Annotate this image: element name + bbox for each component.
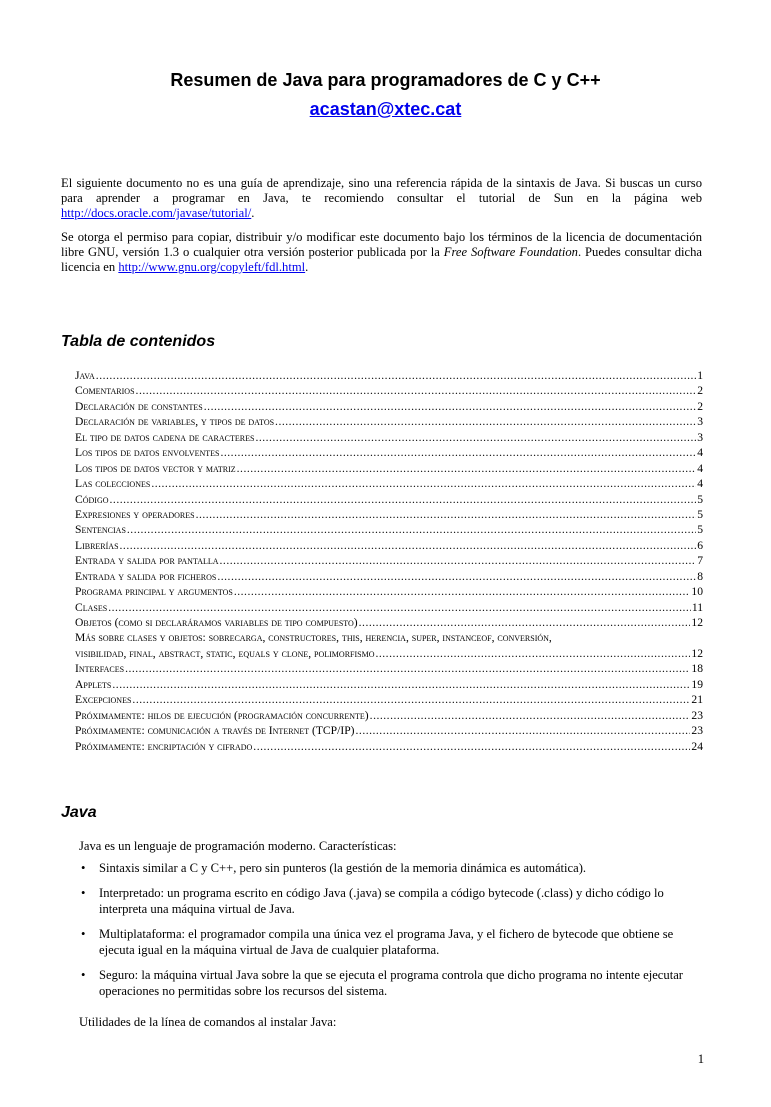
- toc-entry-title: Librerías: [75, 538, 119, 552]
- toc-entry-page: 2: [697, 399, 703, 413]
- intro-1-end: .: [251, 206, 255, 220]
- toc-entry-page: 19: [691, 677, 703, 691]
- toc-entry-title: Java: [75, 369, 95, 382]
- page-number: 1: [697, 1052, 704, 1066]
- toc-entry-page: 4: [697, 477, 703, 491]
- license-link[interactable]: http://www.gnu.org/copyleft/fdl.html: [118, 260, 306, 274]
- toc-entry-line[interactable]: Más sobre clases y objetos: sobrecarga, constructores, this, herencia, super, instanceof, conversión,: [75, 631, 552, 645]
- toc-dot-leader: [253, 739, 690, 754]
- toc-entry-title: Los tipos de datos envolventes: [75, 446, 220, 460]
- toc-entry-page: 7: [697, 554, 703, 568]
- toc-dot-leader: [234, 584, 691, 599]
- bullet-icon: •: [81, 927, 86, 941]
- toc-entry[interactable]: [75, 445, 703, 460]
- toc-entry-title: Applets: [75, 677, 112, 691]
- toc-entry-title: Los tipos de datos vector y matriz: [75, 461, 236, 475]
- toc-entry-title: Próximamente: encriptación y cifrado: [75, 739, 253, 753]
- toc-entry-title: Expresiones y operadores: [75, 507, 195, 521]
- intro-2-mid: . Puedes consultar dicha licencia en: [61, 245, 702, 274]
- toc-dot-leader: [275, 414, 696, 429]
- author-email: [0, 99, 771, 120]
- toc-entry[interactable]: [75, 615, 703, 630]
- bullet-icon: •: [81, 968, 86, 982]
- toc-entry-page: 1: [697, 369, 703, 382]
- toc-dot-leader: [237, 461, 697, 476]
- toc-entry-page: 18: [691, 662, 703, 676]
- toc-heading: Tabla de contenidos: [61, 333, 216, 350]
- toc-entry-title: Interfaces: [75, 662, 125, 676]
- toc-entry-title: Entrada y salida por pantalla: [75, 554, 219, 568]
- list-item-text: Interpretado: un programa escrito en código Java (.java) se compila a código bytecode (.class) y dicho código lo interpreta una máquina virtual de Java.: [99, 886, 664, 916]
- toc-entry-page: 8: [697, 569, 703, 583]
- toc-entry-page: 2: [697, 384, 703, 398]
- intro-paragraph-1: [61, 176, 702, 221]
- toc-dot-leader: [220, 553, 697, 568]
- intro-paragraph-2: [61, 230, 702, 275]
- toc-entry[interactable]: [75, 414, 703, 429]
- toc-entry-title: Entrada y salida por ficheros: [75, 569, 217, 583]
- toc-entry-page: 23: [691, 708, 703, 722]
- toc-entry-page: 21: [691, 693, 703, 707]
- toc-entry[interactable]: [75, 368, 703, 383]
- toc-dot-leader: [110, 492, 697, 507]
- list-item: [79, 967, 699, 999]
- toc-entry[interactable]: [75, 708, 703, 723]
- toc-entry-title: Declaración de constantes: [75, 399, 203, 413]
- toc-entry-title: Sentencias: [75, 523, 126, 537]
- toc-dot-leader: [108, 600, 691, 615]
- intro-2-end: .: [305, 260, 309, 274]
- toc-entry-title: Programa principal y argumentos: [75, 585, 233, 599]
- list-item-text: Multiplataforma: el programador compila una única vez el programa Java, y el fichero de bytecode que obtiene se ejecuta igual en la máquina virtual de Java de cualquier plataforma.: [99, 927, 674, 957]
- toc-entry[interactable]: [75, 646, 703, 661]
- toc-entry[interactable]: [75, 492, 703, 507]
- toc-entry-page: 3: [697, 430, 703, 444]
- toc-entry-page: 5: [697, 507, 703, 521]
- toc-entry[interactable]: [75, 569, 703, 584]
- toc-entry[interactable]: [75, 399, 703, 414]
- toc-entry-page: 23: [691, 724, 703, 738]
- toc-dot-leader: [196, 507, 697, 522]
- document-title: Resumen de Java para programadores de C y C++: [170, 70, 601, 90]
- java-features-list: [79, 860, 699, 1008]
- toc-dot-leader: [356, 723, 691, 738]
- toc-entry-title: Las colecciones: [75, 477, 151, 491]
- toc-dot-leader: [255, 430, 696, 445]
- toc-dot-leader: [370, 708, 691, 723]
- toc-dot-leader: [220, 445, 696, 460]
- toc-entry-title: visibilidad, final, abstract, static, equals y clone, polimorfismo: [75, 646, 375, 660]
- toc-dot-leader: [136, 383, 697, 398]
- toc-entry[interactable]: [75, 677, 703, 692]
- toc-entry[interactable]: [75, 692, 703, 707]
- toc-entry[interactable]: [75, 553, 703, 568]
- toc-entry-page: 4: [697, 461, 703, 475]
- toc-dot-leader: [132, 692, 690, 707]
- toc-entry-page: 6: [697, 538, 703, 552]
- toc-entry-page: 12: [691, 616, 703, 629]
- toc-dot-leader: [151, 476, 696, 491]
- toc-dot-leader: [112, 677, 690, 692]
- toc-dot-leader: [204, 399, 696, 414]
- bullet-icon: •: [81, 886, 86, 900]
- toc-entry-page: 4: [697, 446, 703, 460]
- toc-entry-title: Objetos (como si declaráramos variables de tipo compuesto): [75, 616, 358, 629]
- toc-entry[interactable]: [75, 600, 703, 615]
- toc-entry[interactable]: [75, 522, 703, 537]
- toc-entry-page: 5: [697, 492, 703, 506]
- toc-entry-page: 10: [691, 585, 703, 599]
- toc-dot-leader: [120, 538, 697, 553]
- bullet-icon: •: [81, 861, 86, 875]
- toc-entry-page: 12: [691, 646, 703, 660]
- toc-entry[interactable]: [75, 430, 703, 445]
- toc-entry[interactable]: [75, 661, 703, 676]
- toc-entry[interactable]: [75, 461, 703, 476]
- toc-entry[interactable]: [75, 739, 703, 754]
- toc-dot-leader: [217, 569, 696, 584]
- toc-entry-title: Código: [75, 492, 109, 506]
- toc-entry[interactable]: [75, 538, 703, 553]
- toc-entry-title: Declaración de variables, y tipos de datos: [75, 415, 275, 429]
- java-section-heading: Java: [61, 804, 97, 821]
- toc-entry-title: Excepciones: [75, 693, 132, 707]
- toc-entry[interactable]: [75, 476, 703, 491]
- toc-entry-page: 3: [697, 415, 703, 429]
- toc-dot-leader: [375, 646, 690, 661]
- toc-entry-page: 5: [697, 523, 703, 537]
- toc-entry[interactable]: [75, 507, 703, 522]
- toc-entry[interactable]: [75, 723, 703, 738]
- toc-dot-leader: [359, 615, 691, 630]
- table-of-contents: [75, 368, 703, 754]
- intro-2-em: Free Software Foundation: [443, 245, 578, 259]
- intro-1-text: El siguiente documento no es una guía de aprendizaje, sino una referencia rápida de la sintaxis de Java. Si buscas un curso para aprender a programar en Java, te recomiendo consultar el tutorial de Sun en la página web: [61, 176, 702, 205]
- toc-entry-title: Próximamente: comunicación a través de Internet (TCP/IP): [75, 724, 355, 738]
- toc-dot-leader: [127, 522, 696, 537]
- toc-entry[interactable]: [75, 584, 703, 599]
- java-intro-text: Java es un lenguaje de programación moderno. Características:: [79, 839, 397, 853]
- toc-entry-page: 24: [691, 739, 703, 753]
- intro-2-text: Se otorga el permiso para copiar, distribuir y/o modificar este documento bajo los términos de la licencia de documentación libre GNU, versión 1.3 o cualquier otra versión posterior publicada por la: [61, 230, 702, 259]
- list-item-text: Seguro: la máquina virtual Java sobre la que se ejecuta el programa controla que dicho programa no intente ejecutar operaciones no permitidas sobre los recursos del sistema.: [99, 968, 683, 998]
- toc-entry-title: Próximamente: hilos de ejecución (programación concurrente): [75, 708, 369, 722]
- list-item: [79, 860, 699, 876]
- toc-entry-page: 11: [691, 600, 703, 614]
- utilities-text: Utilidades de la línea de comandos al instalar Java:: [79, 1015, 337, 1029]
- list-item: [79, 926, 699, 958]
- toc-entry-title: Clases: [75, 600, 108, 614]
- list-item: [79, 885, 699, 917]
- toc-entry-title: El tipo de datos cadena de caracteres: [75, 430, 255, 444]
- toc-dot-leader: [125, 661, 690, 676]
- toc-entry[interactable]: [75, 383, 703, 398]
- toc-dot-leader: [96, 368, 696, 383]
- list-item-text: Sintaxis similar a C y C++, pero sin punteros (la gestión de la memoria dinámica es automática).: [99, 861, 587, 875]
- author-email-link[interactable]: acastan@xtec.cat: [309, 99, 462, 119]
- tutorial-link[interactable]: http://docs.oracle.com/javase/tutorial/: [61, 206, 252, 220]
- toc-entry-title: Comentarios: [75, 384, 135, 398]
